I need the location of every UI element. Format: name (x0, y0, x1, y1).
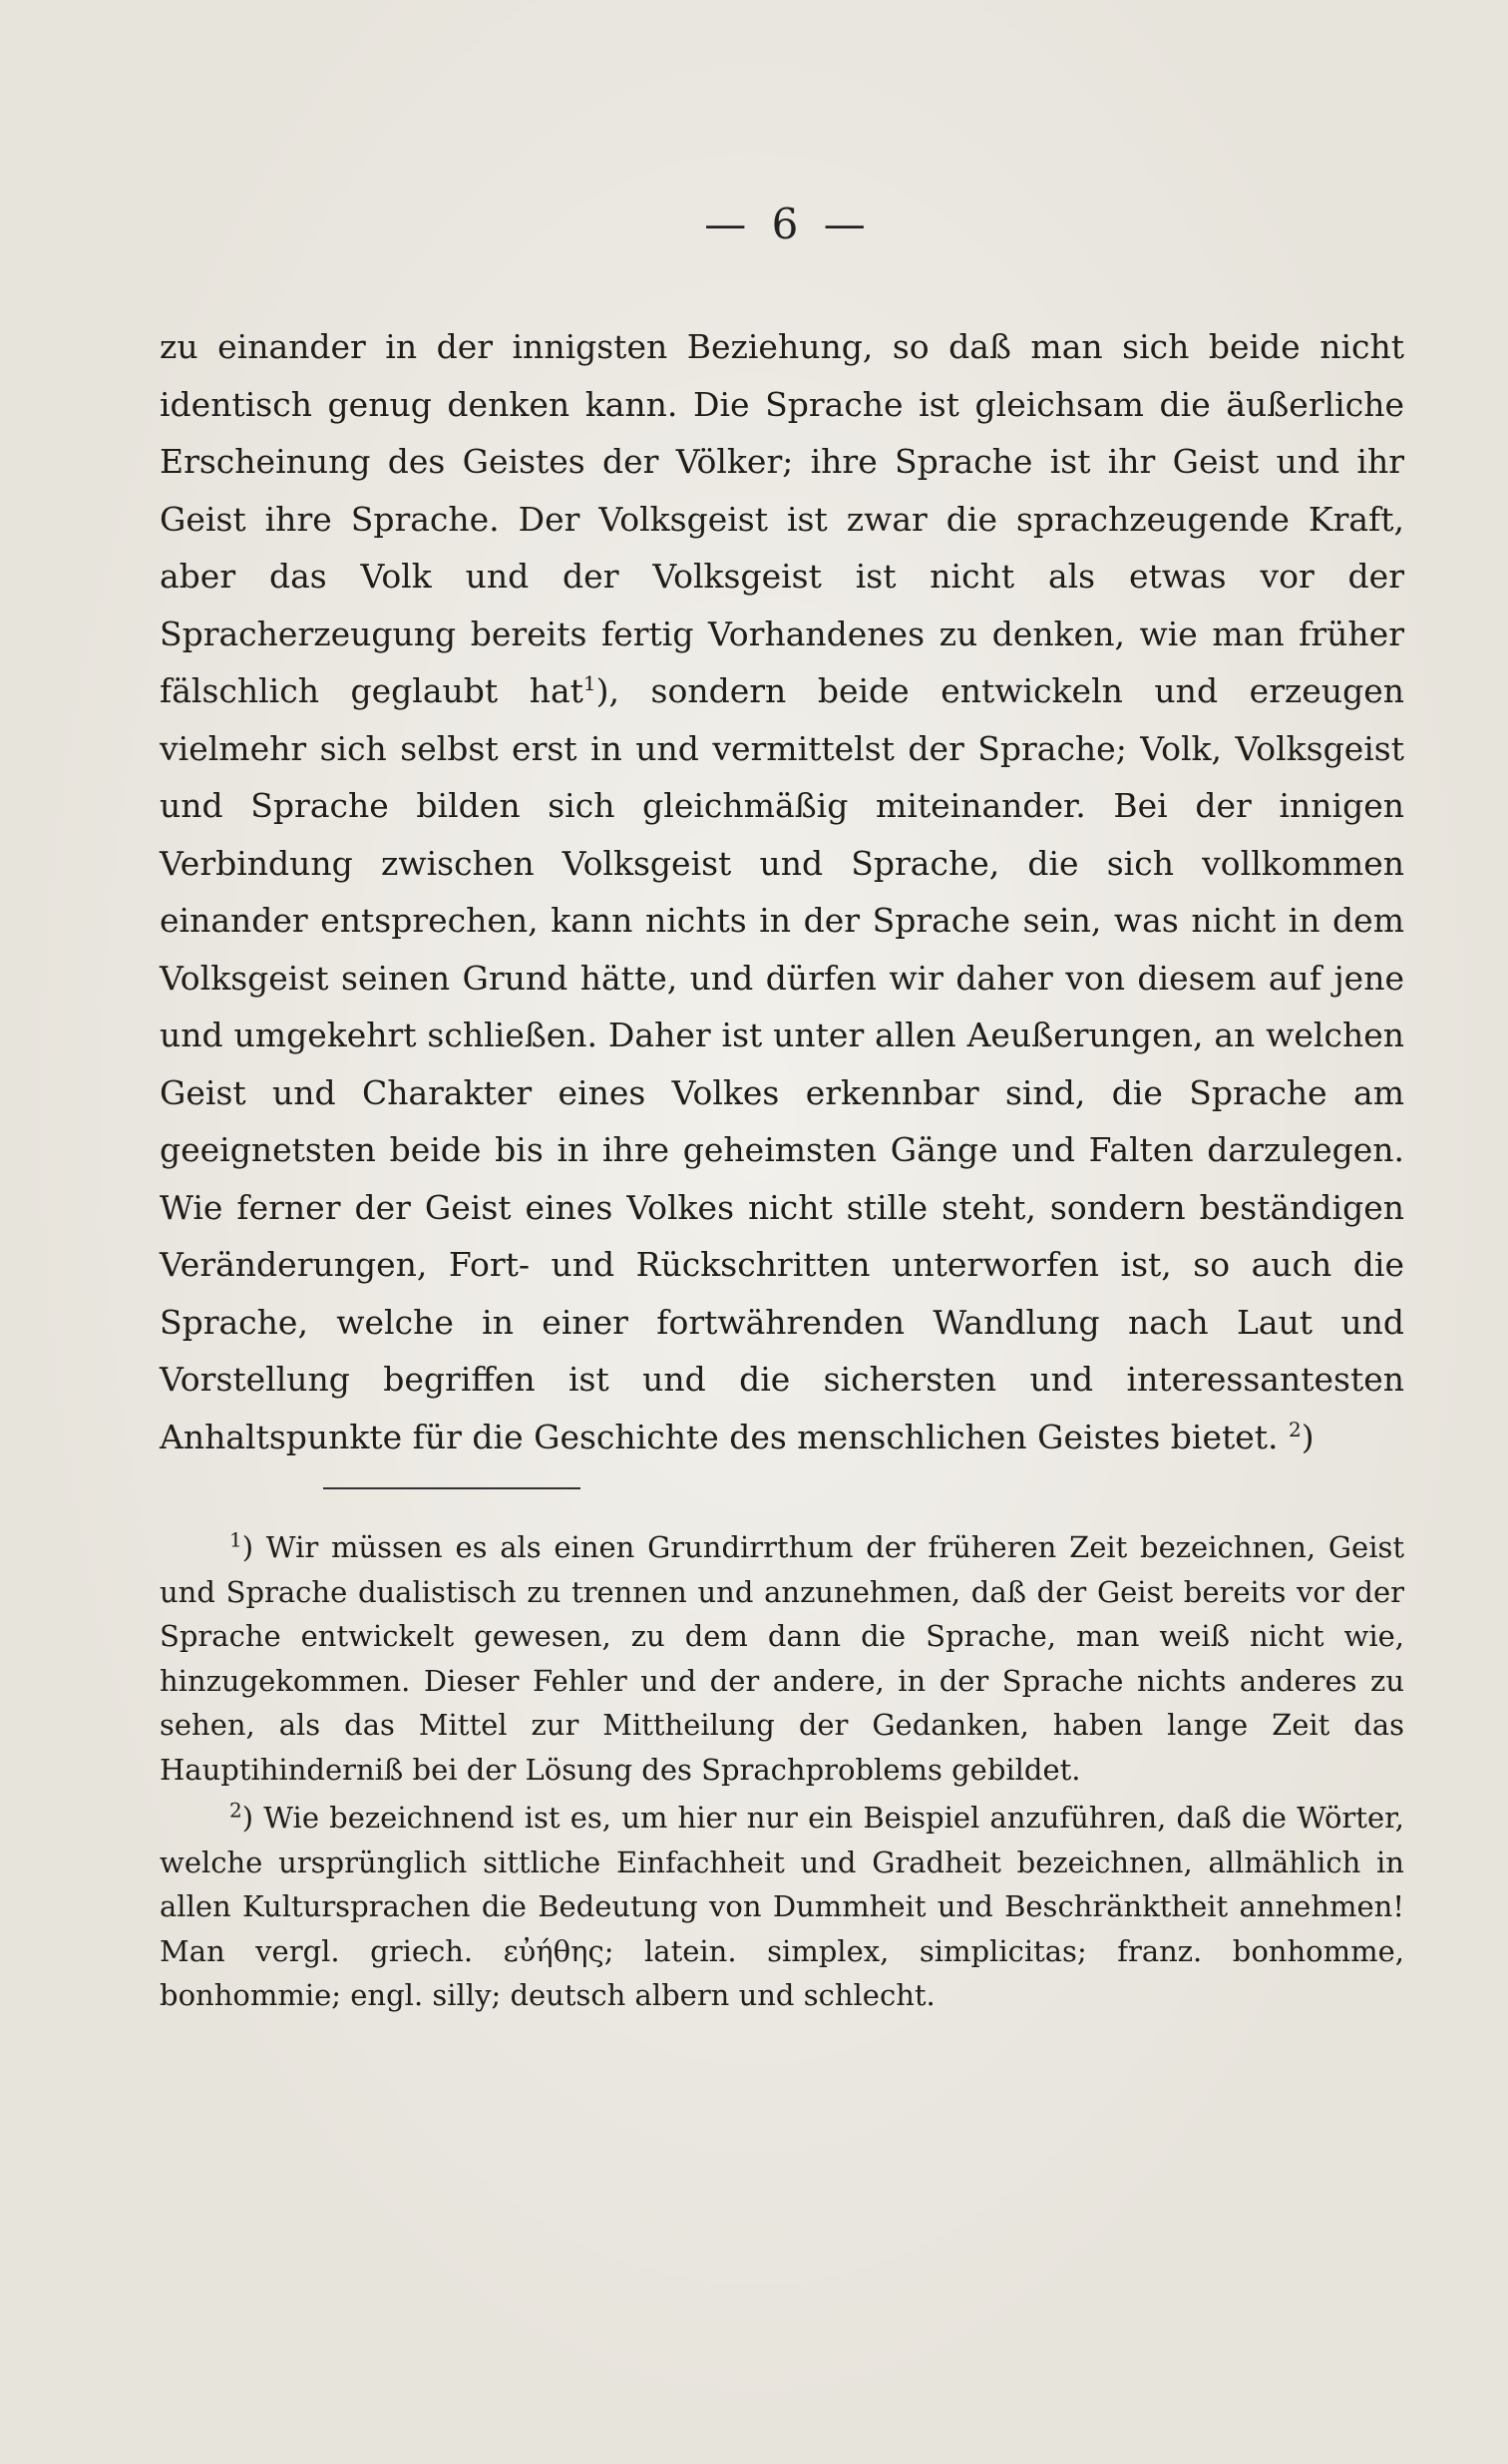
main-paragraph (160, 318, 1404, 1465)
footnote-ref-2: 2 (1289, 1417, 1302, 1441)
footnote-separator (323, 1487, 580, 1489)
footnote-2-close: ) (241, 1801, 254, 1835)
main-text-part-3: ) (1301, 1417, 1315, 1456)
footnote-2-mark: 2 (229, 1798, 242, 1823)
main-text-part-2: ), sondern beide entwickeln und erzeugen vielmehr sich selbst erst in und vermittelst der Sprache; Volk, Volksgeist und Sprache bilden sich gleichmäßig miteinander. Bei der innigen Verbindung zwischen Volksgeist und Sprache, die sich vollkommen einander entsprechen, kann nichts in der Sprache sein, was nicht in dem Volksgeist seinen Grund hätte, und dürfen wir daher von diesem auf jene und umgekehrt schließen. Daher ist unter allen Aeußerungen, an welchen Geist und Charakter eines Volkes erkennbar sind, die Sprache am geeignetsten beide bis in ihre geheimsten Gänge und Falten darzulegen. Wie ferner der Geist eines Volkes nicht stille steht, sondern beständigen Veränderungen, Fort- und Rückschritten unterworfen ist, so auch die Sprache, welche in einer fortwährenden Wandlung nach Laut und Vorstellung begriffen ist und die sichersten und interessantesten Anhaltspunkte für die Geschichte des menschlichen Geistes bietet. (160, 671, 1404, 1456)
footnote-2 (160, 1796, 1416, 2018)
footnote-ref-1: 1 (582, 671, 596, 695)
page-number: — 6 — (704, 200, 872, 248)
footnote-2-text: Wie bezeichnend ist es, um hier nur ein Beispiel anzuführen, daß die Wörter, welche ursprünglich sittliche Einfachheit und Gradheit bezeichnen, allmählich in allen Kultursprachen die Bedeutung von Dummheit und Beschränktheit annehmen! Man vergl. griech. εὐήθης; latein. simplex, simplicitas; franz. bonhomme, bonhommie; engl. silly; deutsch albern und schlecht. (160, 1801, 1405, 2012)
footnote-1-close: ) (241, 1530, 254, 1564)
footnote-1-text: Wir müssen es als einen Grundirrthum der früheren Zeit bezeichnen, Geist und Sprache dualistisch zu trennen und anzunehmen, daß der Geist bereits vor der Sprache entwickelt gewesen, zu dem dann die Sprache, man weiß nicht wie, hinzugekommen. Dieser Fehler und der andere, in der Sprache nichts anderes zu sehen, als das Mittel zur Mittheilung der Gedanken, haben lange Zeit das Hauptihinderniß bei der Lösung des Sprachproblems gebildet. (160, 1530, 1405, 1787)
footnote-1-mark: 1 (229, 1527, 242, 1552)
main-text-part-1: zu einander in der innigsten Beziehung, so daß man sich beide nicht identisch genug denken kann. Die Sprache ist gleichsam die äußerliche Erscheinung des Geistes der Völker; ihre Sprache ist ihr Geist und ihr Geist ihre Sprache. Der Volksgeist ist zwar die sprachzeugende Kraft, aber das Volk und der Volksgeist ist nicht als etwas vor der Spracherzeugung bereits fertig Vorhandenes zu denken, wie man früher fälschlich geglaubt hat (160, 327, 1404, 710)
main-text (160, 318, 1416, 1465)
footnote-1 (160, 1525, 1416, 1792)
